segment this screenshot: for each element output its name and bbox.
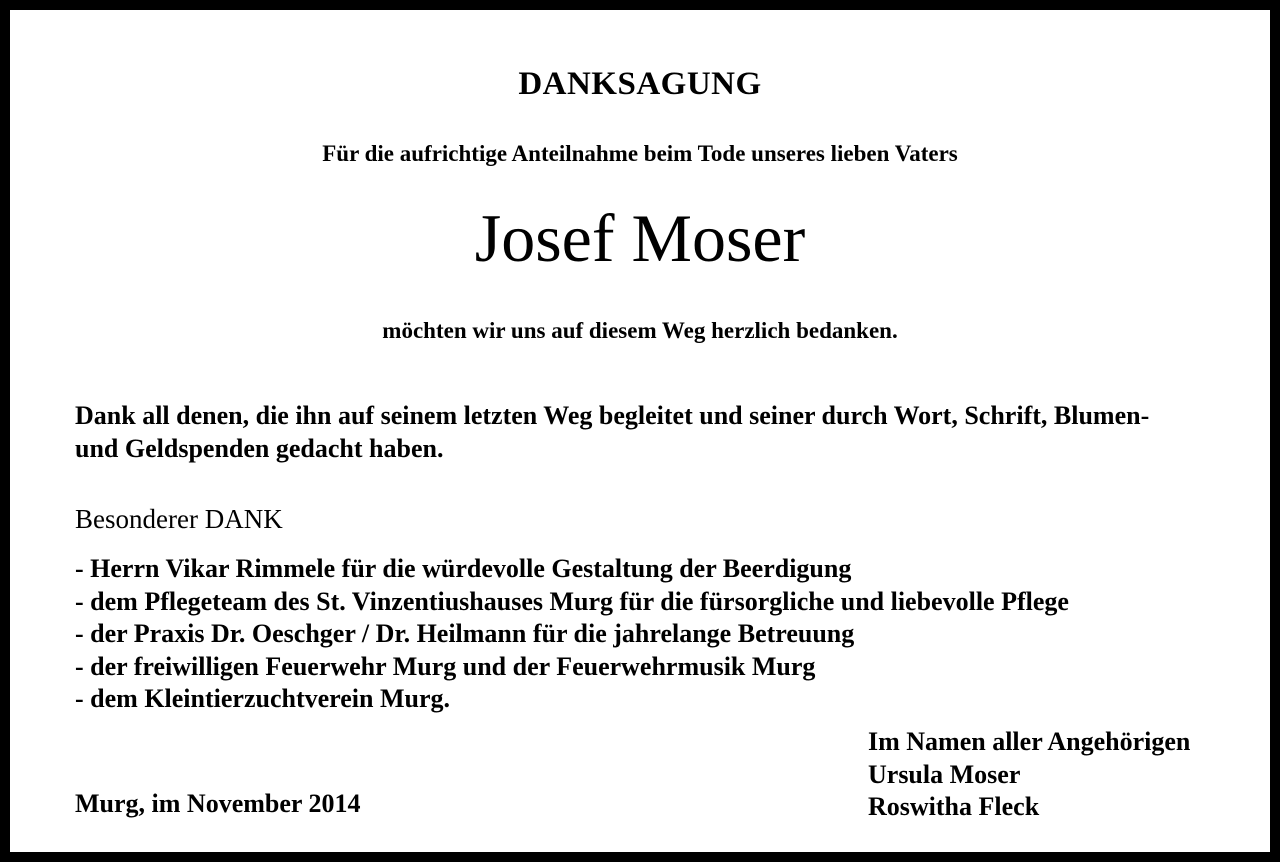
list-item: - Herrn Vikar Rimmele für die würdevolle Gestaltung der Beerdigung (75, 554, 852, 583)
list-item: - der Praxis Dr. Oeschger / Dr. Heilmann für die jahrelange Betreuung (75, 619, 855, 648)
intro-line: Für die aufrichtige Anteilnahme beim Tode unseres lieben Vaters (322, 141, 958, 166)
notice-title: DANKSAGUNG (518, 66, 762, 102)
deceased-name: Josef Moser (474, 200, 806, 276)
signature-line-2: Ursula Moser (868, 759, 1021, 789)
body-paragraph (75, 399, 1215, 465)
thanks-line: möchten wir uns auf diesem Weg herzlich bedanken. (382, 318, 898, 343)
list-item: - dem Kleintierzuchtverein Murg. (75, 684, 450, 713)
place-date: Murg, im November 2014 (75, 789, 361, 818)
body-line-1: Dank all denen, die ihn auf seinem letzten Weg begleitet und seiner durch Wort, Schrift, Blumen- (75, 401, 1150, 430)
signature-line-1: Im Namen aller Angehörigen (868, 727, 1191, 756)
special-thanks-list (75, 553, 1069, 716)
list-item: - der freiwilligen Feuerwehr Murg und der Feuerwehrmusik Murg (75, 651, 816, 681)
special-thanks-heading: Besonderer DANK (75, 504, 283, 534)
signature-block (868, 726, 1190, 824)
signature-line-3: Roswitha Fleck (868, 792, 1040, 821)
body-line-2: und Geldspenden gedacht haben. (75, 434, 444, 463)
list-item: - dem Pflegeteam des St. Vinzentiushauses Murg für die fürsorgliche und liebevolle Pflege (75, 586, 1069, 616)
